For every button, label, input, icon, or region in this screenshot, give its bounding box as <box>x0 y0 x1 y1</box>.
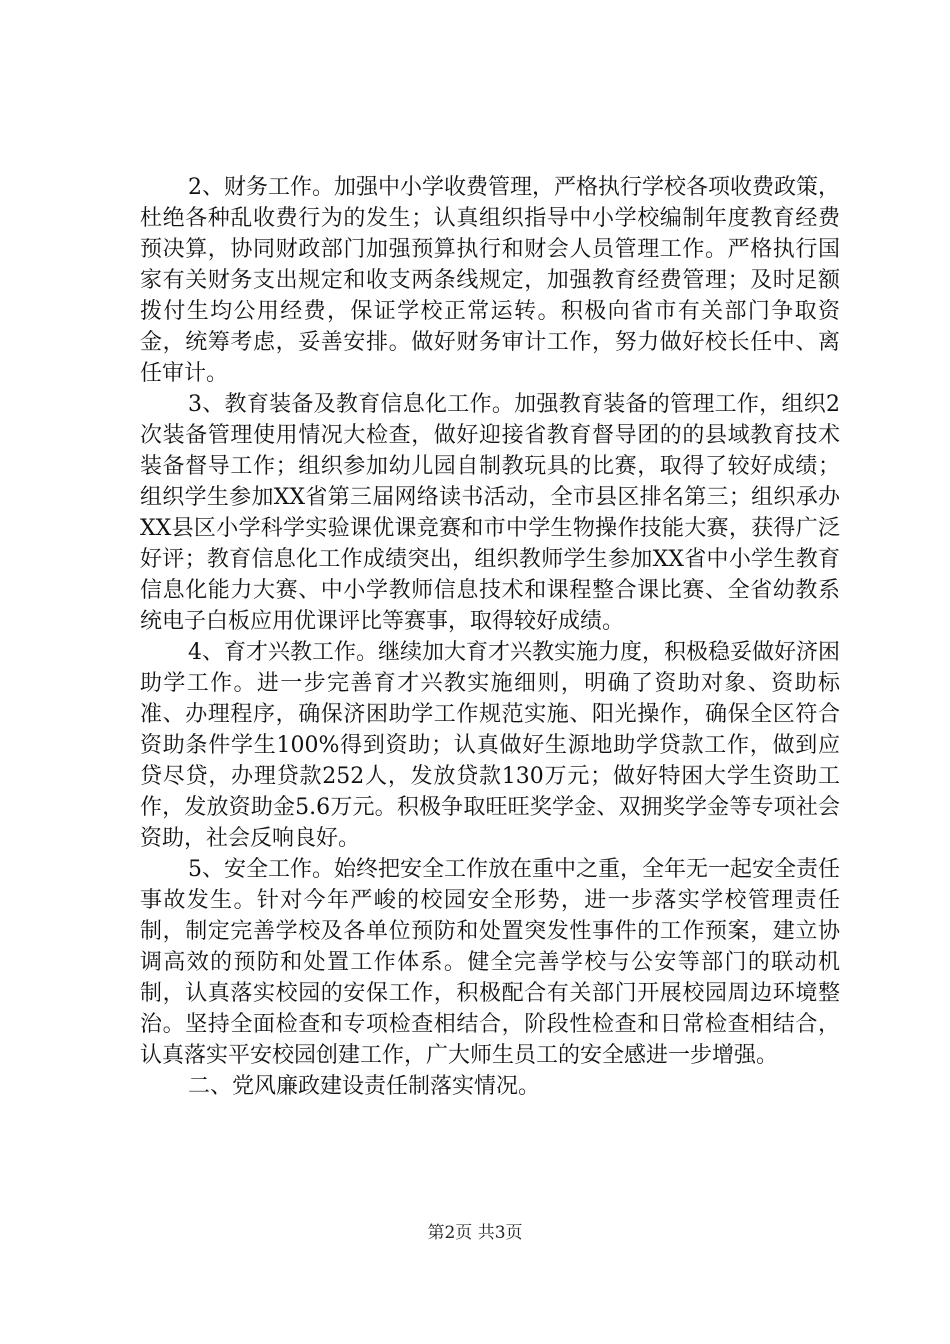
paragraph-equipment: 3、教育装备及教育信息化工作。加强教育装备的管理工作，组织2次装备管理使用情况大检查，做好迎接省教育督导团的的县域教育技术装备督导工作；组织参加幼儿园自制教玩具的比赛，取得了较好成绩；组织学生参加XX省第三届网络读书活动，全市县区排名第三；组织承办XX县区小学科学实验课优课竞赛和市中学生物操作技能大赛，获得广泛好评；教育信息化工作成绩突出，组织教师学生参加XX省中小学生教育信息化能力大赛、中小学教师信息技术和课程整合课比赛、全省幼教系统电子白板应用优课评比等赛事，取得较好成绩。 <box>140 392 840 634</box>
page-footer: 第2页 共3页 <box>427 1223 523 1243</box>
section-heading-party-conduct: 二、党风廉政建设责任制落实情况。 <box>188 1074 541 1099</box>
paragraph-safety: 5、安全工作。始终把安全工作放在重中之重，全年无一起安全责任事故发生。针对今年严峻的校园安全形势，进一步落实学校管理责任制，制定完善学校及各单位预防和处置突发性事件的工作预案，建立协调高效的预防和处置工作体系。健全完善学校与公安等部门的联动机制，认真落实校园的安保工作，积极配合有关部门开展校园周边环境整治。坚持全面检查和专项检查相结合，阶段性检查和日常检查相结合，认真落实平安校园创建工作，广大师生员工的安全感进一步增强。 <box>140 857 840 1068</box>
document-body <box>140 172 840 1102</box>
paragraph-talent-education: 4、育才兴教工作。继续加大育才兴教实施力度，积极稳妥做好济困助学工作。进一步完善育才兴教实施细则，明确了资助对象、资助标准、办理程序，确保济困助学工作规范实施、阳光操作，确保全区符合资助条件学生100%得到资助；认真做好生源地助学贷款工作，做到应贷尽贷，办理贷款252人，发放贷款130万元；做好特困大学生资助工作，发放资助金5.6万元。积极争取旺旺奖学金、双拥奖学金等专项社会资助，社会反响良好。 <box>140 640 840 851</box>
paragraph-finance: 2、财务工作。加强中小学收费管理，严格执行学校各项收费政策，杜绝各种乱收费行为的发生；认真组织指导中小学校编制年度教育经费预决算，协同财政部门加强预算执行和财会人员管理工作。严格执行国家有关财务支出规定和收支两条线规定，加强教育经费管理；及时足额拨付生均公用经费，保证学校正常运转。积极向省市有关部门争取资金，统筹考虑，妥善安排。做好财务审计工作，努力做好校长任中、离任审计。 <box>140 175 840 386</box>
